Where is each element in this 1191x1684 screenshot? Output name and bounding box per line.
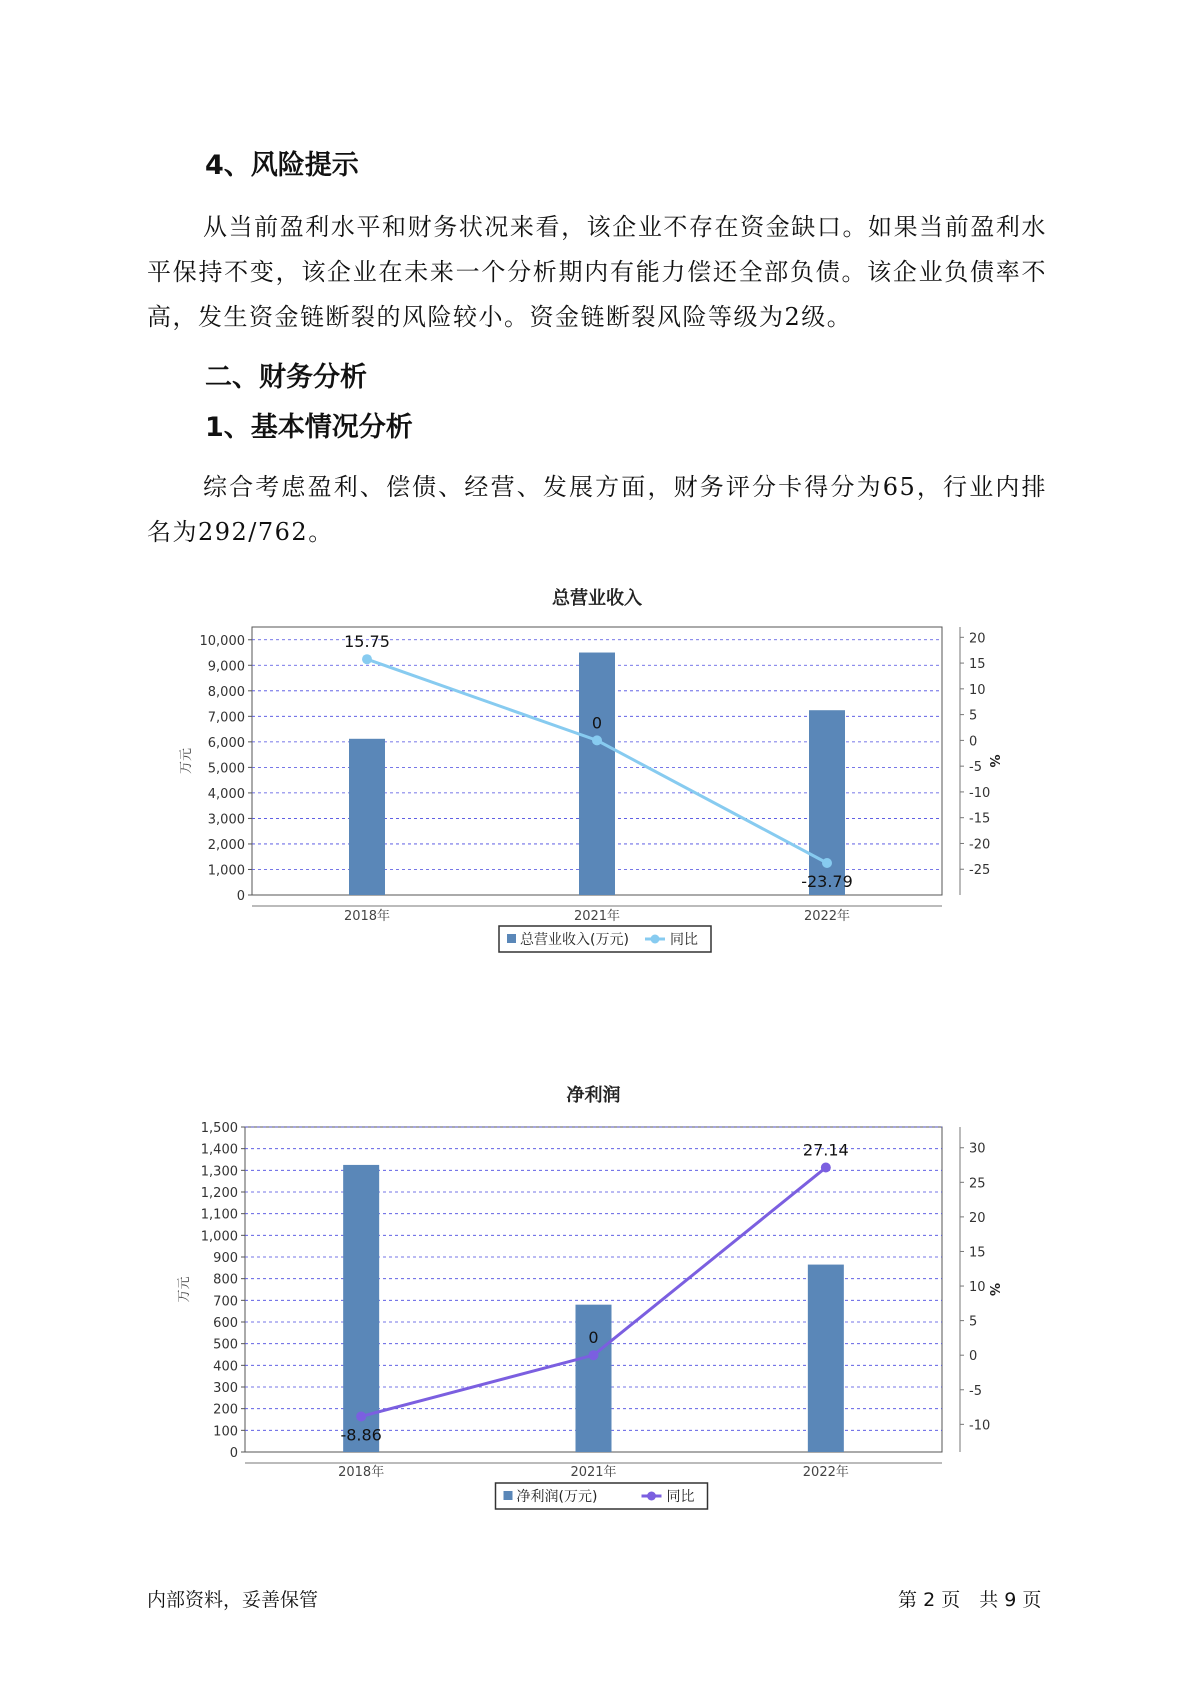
y-tick-label: 1,400 (200, 1142, 238, 1158)
y2-tick-label: 10 (969, 1280, 986, 1296)
y2-tick-label: -5 (969, 1383, 982, 1399)
yoy-data-label: -23.79 (801, 871, 853, 891)
y-tick-label: 4,000 (207, 786, 245, 802)
y-tick-label: 1,000 (200, 1229, 238, 1245)
page-total: 9 (1004, 1589, 1017, 1611)
y2-tick-label: -5 (969, 760, 982, 776)
legend-bar-swatch (507, 934, 516, 943)
footer-page-number (898, 1585, 1041, 1612)
footer-confidential: 内部资料，妥善保管 (147, 1589, 319, 1611)
x-tick-label: 2022年 (803, 909, 851, 924)
y-tick-label: 400 (213, 1359, 238, 1375)
y-tick-label: 1,100 (200, 1207, 238, 1223)
yoy-data-label: 27.14 (802, 1140, 849, 1160)
x-tick-label: 2021年 (573, 909, 621, 924)
revenue-chart (0, 575, 1191, 1035)
y-axis-title: 万元 (177, 1276, 192, 1303)
chart-title: 净利润 (566, 1085, 621, 1106)
y2-tick-label: 0 (969, 734, 978, 750)
y-tick-label: 500 (213, 1337, 238, 1353)
y-axis-title: 万元 (179, 747, 194, 775)
x-tick-label: 2018年 (338, 1465, 385, 1480)
y2-tick-label: -10 (969, 785, 991, 801)
yoy-point (356, 1411, 366, 1421)
yoy-data-label: 0 (588, 1328, 599, 1348)
bar-2021年 (576, 1305, 612, 1452)
yoy-point (592, 735, 602, 745)
y2-tick-label: 10 (969, 682, 986, 698)
yoy-data-label: -8.86 (340, 1425, 382, 1445)
y2-tick-label: -10 (969, 1418, 991, 1434)
y-tick-label: 6,000 (207, 735, 245, 751)
y2-tick-label: -20 (969, 837, 991, 853)
page-prefix: 第 (898, 1589, 918, 1611)
y2-tick-label: -15 (969, 811, 991, 827)
basic-analysis-heading: 1、基本情况分析 (205, 412, 413, 443)
y-tick-label: 0 (229, 1446, 238, 1461)
yoy-data-label: 15.75 (344, 632, 390, 652)
finance-heading: 二、财务分析 (205, 362, 367, 393)
yoy-data-label: 0 (591, 713, 603, 733)
y2-tick-label: 30 (969, 1141, 986, 1157)
y-tick-label: 800 (213, 1272, 238, 1288)
x-tick-label: 2021年 (570, 1465, 617, 1480)
y-tick-label: 100 (213, 1424, 238, 1440)
y2-tick-label: 0 (969, 1349, 978, 1365)
y2-tick-label: -25 (969, 863, 991, 879)
y-tick-label: 300 (213, 1381, 238, 1396)
yoy-point (362, 654, 372, 664)
y-tick-label: 5,000 (207, 761, 245, 777)
x-tick-label: 2018年 (343, 909, 391, 924)
chart-legend (499, 926, 711, 952)
y-tick-label: 1,000 (207, 863, 245, 879)
legend-bar-label: 净利润(万元) (516, 1489, 598, 1505)
chart-legend (496, 1483, 708, 1509)
net-profit-chart (0, 1075, 1191, 1535)
y-tick-label: 8,000 (207, 684, 245, 700)
page-middle: 页 共 (941, 1589, 999, 1611)
x-tick-label: 2022年 (802, 1465, 849, 1480)
y2-tick-label: 20 (969, 631, 986, 647)
y-tick-label: 900 (213, 1251, 238, 1266)
y2-tick-label: 25 (969, 1176, 986, 1192)
legend-line-label: 同比 (666, 1489, 695, 1505)
y-tick-label: 1,300 (200, 1164, 238, 1180)
bar-2022年 (808, 1265, 844, 1452)
y-tick-label: 7,000 (207, 710, 245, 726)
y2-tick-label: 5 (969, 1314, 978, 1330)
y2-tick-label: 5 (969, 708, 978, 724)
legend-line-marker (647, 1492, 656, 1501)
y-tick-label: 600 (213, 1316, 238, 1331)
page-suffix: 页 (1022, 1589, 1042, 1611)
legend-bar-label: 总营业收入(万元) (520, 932, 629, 948)
risk-paragraph: 从当前盈利水平和财务状况来看，该企业不存在资金缺口。如果当前盈利水平保持不变，该企业在未来一个分析期内有能力偿还全部负债。该企业负债率不高，发生资金链断裂的风险较小。资金链断裂风险等级为2级。 (147, 213, 1047, 331)
bar-2021年 (579, 653, 615, 895)
risk-heading: 4、风险提示 (205, 150, 359, 181)
legend-line-label: 同比 (670, 932, 698, 948)
y-tick-label: 2,000 (207, 837, 245, 853)
yoy-point (589, 1350, 599, 1360)
y2-axis-title: % (986, 754, 1001, 768)
y-tick-label: 0 (236, 889, 245, 904)
y-tick-label: 10,000 (199, 633, 245, 649)
y-tick-label: 3,000 (207, 812, 245, 828)
legend-bar-swatch (504, 1491, 513, 1500)
bar-2018年 (349, 739, 385, 895)
y2-tick-label: 15 (969, 1245, 986, 1261)
y-tick-label: 200 (213, 1402, 238, 1418)
page-current: 2 (923, 1589, 936, 1611)
yoy-point (821, 1163, 831, 1173)
bar-2018年 (343, 1165, 379, 1452)
y2-tick-label: 20 (969, 1210, 986, 1226)
legend-line-marker (651, 935, 660, 944)
y-tick-label: 1,200 (200, 1186, 238, 1201)
chart-title: 总营业收入 (552, 588, 642, 609)
y2-axis-title: % (986, 1282, 1001, 1297)
y-tick-label: 9,000 (207, 659, 245, 675)
y-tick-label: 700 (213, 1294, 238, 1310)
yoy-point (822, 858, 832, 868)
y-tick-label: 1,500 (200, 1121, 238, 1136)
y2-tick-label: 15 (969, 657, 986, 673)
basic-analysis-paragraph: 综合考虑盈利、偿债、经营、发展方面，财务评分卡得分为65，行业内排名为292/762。 (147, 473, 1047, 546)
